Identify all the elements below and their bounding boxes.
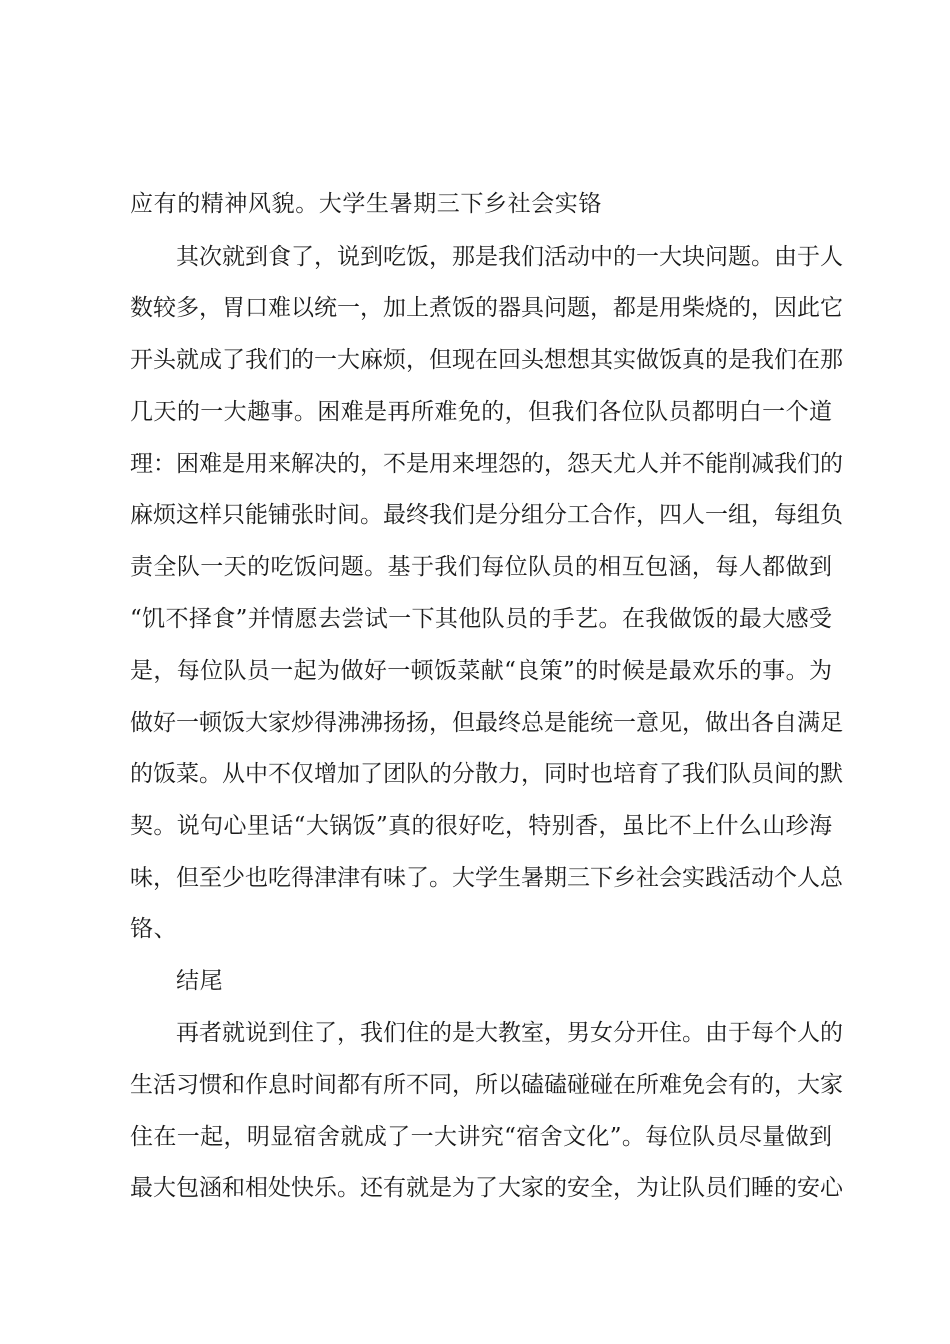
text-line: 生活习惯和作息时间都有所不同，所以磕磕碰碰在所难免会有的，大家 <box>130 1072 843 1098</box>
text-line: “饥不择食”并情愿去尝试一下其他队员的手艺。在我做饭的最大感受 <box>130 606 832 632</box>
text-line: 最大包涵和相处快乐。还有就是为了大家的安全，为让队员们睡的安心 <box>130 1175 843 1201</box>
section-heading: 结尾 <box>176 968 224 994</box>
text-line: 理：困难是用来解决的，不是用来埋怨的，怨天尤人并不能削减我们的 <box>130 451 843 477</box>
text-line: 住在一起，明显宿舍就成了一大讲究“宿舍文化”。每位队员尽量做到 <box>130 1124 832 1150</box>
text-line: 麻烦这样只能铺张时间。最终我们是分组分工合作，四人一组，每组负 <box>130 502 843 528</box>
text-line: 做好一顿饭大家炒得沸沸扬扬，但最终总是能统一意见，做出各自满足 <box>130 710 843 736</box>
text-line: 责全队一天的吃饭问题。基于我们每位队员的相互包涵，每人都做到 <box>130 554 832 580</box>
text-line: 几天的一大趣事。困难是再所难免的，但我们各位队员都明白一个道 <box>130 399 832 425</box>
text-line: 应有的精神风貌。大学生暑期三下乡社会实铬 <box>130 191 602 217</box>
text-line: 铬、 <box>130 916 178 942</box>
text-line: 契。说句心里话“大锅饭”真的很好吃，特别香，虽比不上什么山珍海 <box>130 813 832 839</box>
text-line: 开头就成了我们的一大麻烦，但现在回头想想其实做饭真的是我们在那 <box>130 347 843 373</box>
paragraph-start-line: 其次就到食了，说到吃饭，那是我们活动中的一大块问题。由于人 <box>176 244 843 270</box>
paragraph-start-line: 再者就说到住了，我们住的是大教室，男女分开住。由于每个人的 <box>176 1020 843 1046</box>
text-line: 的饭菜。从中不仅增加了团队的分散力，同时也培育了我们队员间的默 <box>130 761 843 787</box>
text-line: 是，每位队员一起为做好一顿饭菜献“良策”的时候是最欢乐的事。为 <box>130 658 832 684</box>
text-line: 数较多，胃口难以统一，加上煮饭的器具问题，都是用柴烧的，因此它 <box>130 295 843 321</box>
text-line: 味，但至少也吃得津津有味了。大学生暑期三下乡社会实践活动个人总 <box>130 865 843 891</box>
